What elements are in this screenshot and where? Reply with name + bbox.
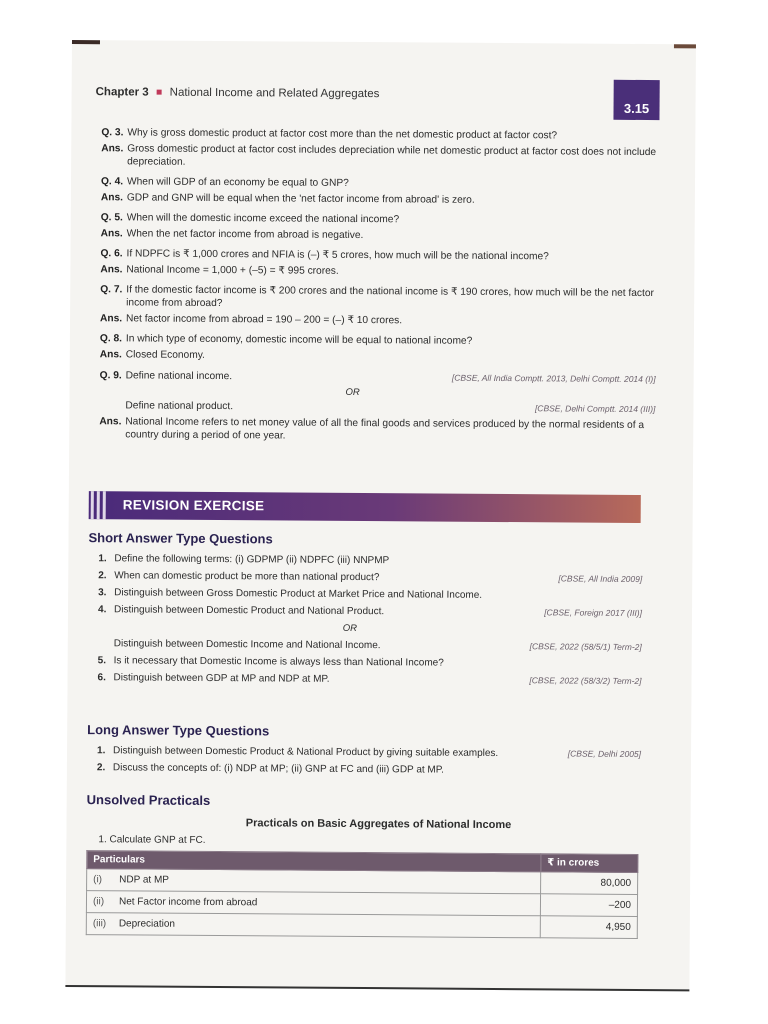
question-9-alt: Define national product. [CBSE, Delhi Comptt. 2014 (III)] — [125, 400, 656, 415]
chapter-label: Chapter 3 — [95, 86, 149, 99]
table-row: (iii) Depreciation 4,950 — [86, 913, 637, 939]
question-3: Q. 3. Why is gross domestic product at factor cost more than the net domestic product at factor cost? — [101, 127, 558, 142]
page-corner-right — [674, 44, 696, 48]
practical-question: 1. Calculate GNP at FC. — [98, 834, 206, 846]
banner-stripes-icon — [89, 491, 107, 519]
list-item: 6. Distinguish between GDP at MP and NDP at MP. [CBSE, 2022 (58/3/2) Term-2] — [97, 672, 642, 686]
table-row: (i) NDP at MP 80,000 — [87, 869, 638, 895]
or-divider: OR — [342, 622, 358, 635]
answer-9: Ans. National Income refers to net money value of all the final goods and services produced by the normal residents of a country during a period of one year. — [99, 416, 645, 442]
practicals-subheading: Practicals on Basic Aggregates of National Income — [245, 817, 512, 832]
book-page — [65, 40, 696, 991]
revision-exercise-banner — [89, 491, 641, 523]
page-corner-left — [72, 40, 100, 44]
qa-list — [99, 126, 657, 448]
unsolved-practicals-heading: Unsolved Practicals — [86, 792, 211, 808]
list-item: 2. Discuss the concepts of: (i) NDP at MP; (ii) GNP at FC and (iii) GDP at MP. — [96, 762, 444, 776]
page-header — [95, 80, 696, 117]
list-item: 5. Is it necessary that Domestic Income is always less than National Income? — [97, 655, 444, 669]
column-header-particulars: Particulars — [87, 851, 541, 872]
question-9: Q. 9. Define national income. [CBSE, All India Comptt. 2013, Delhi Comptt. 2014 (I)] — [99, 370, 656, 385]
square-bullet-icon — [157, 90, 162, 95]
short-answer-heading: Short Answer Type Questions — [88, 530, 273, 547]
list-item: 1. Define the following terms: (i) GDPMP (ii) NDPFC (iii) NNPMP — [98, 553, 390, 567]
long-answer-list — [97, 744, 641, 782]
data-table — [86, 850, 639, 939]
question-4: Q. 4. When will GDP of an economy be equal to GNP? — [100, 176, 349, 189]
chapter-heading — [96, 86, 380, 100]
banner-title: REVISION EXERCISE — [122, 497, 265, 514]
question-7: Q. 7. If the domestic factor income is ₹ 200 crores and the national income is ₹ 190 crores, how much will be the net factor income from abroad? — [100, 284, 654, 310]
question-8: Q. 8. In which type of economy, domestic income will be equal to national income? — [99, 333, 473, 347]
list-item: 2. When can domestic product be more than national product? [CBSE, All India 2009] — [98, 570, 643, 584]
short-answer-list — [97, 552, 642, 692]
answer-7: Ans. Net factor income from abroad = 190 – 200 = (–) ₹ 10 crores. — [100, 313, 403, 327]
table-row: (ii) Net Factor income from abroad –200 — [86, 891, 637, 917]
page-number: 3.15 — [613, 80, 659, 120]
list-item: 1. Distinguish between Domestic Product & National Product by giving suitable examples. [CBSE, Delhi 2005] — [97, 745, 642, 759]
column-header-amount: ₹ in crores — [541, 854, 638, 873]
list-item: 3. Distinguish between Gross Domestic Product at Market Price and National Income. — [98, 587, 483, 601]
or-divider: OR — [345, 386, 360, 399]
long-answer-heading: Long Answer Type Questions — [87, 722, 270, 739]
question-5: Q. 5. When will the domestic income exceed the national income? — [100, 212, 400, 226]
answer-5: Ans. When the net factor income from abroad is negative. — [100, 228, 364, 242]
source-citation: [CBSE, All India Comptt. 2013, Delhi Comptt. 2014 (I)] — [451, 372, 656, 385]
answer-6: Ans. National Income = 1,000 + (–5) = ₹ 995 crores. — [100, 264, 339, 277]
list-item: 4. Distinguish between Domestic Product and National Product. [CBSE, Foreign 2017 (III)] — [97, 604, 643, 618]
answer-4: Ans. GDP and GNP will be equal when the 'net factor income from abroad' is zero. — [100, 192, 475, 206]
source-citation: [CBSE, Delhi Comptt. 2014 (III)] — [534, 403, 656, 415]
chapter-title: National Income and Related Aggregates — [169, 86, 380, 101]
list-item: Distinguish between Domestic Income and National Income. [CBSE, 2022 (58/5/1) Term-2] — [113, 638, 642, 652]
answer-3: Ans. Gross domestic product at factor cost includes depreciation while net domestic product at factor cost does not include depreciation. — [101, 143, 657, 168]
question-6: Q. 6. If NDPFC is ₹ 1,000 crores and NFIA is (–) ₹ 5 crores, how much will be the national income? — [100, 248, 549, 263]
answer-8: Ans. Closed Economy. — [99, 349, 205, 361]
